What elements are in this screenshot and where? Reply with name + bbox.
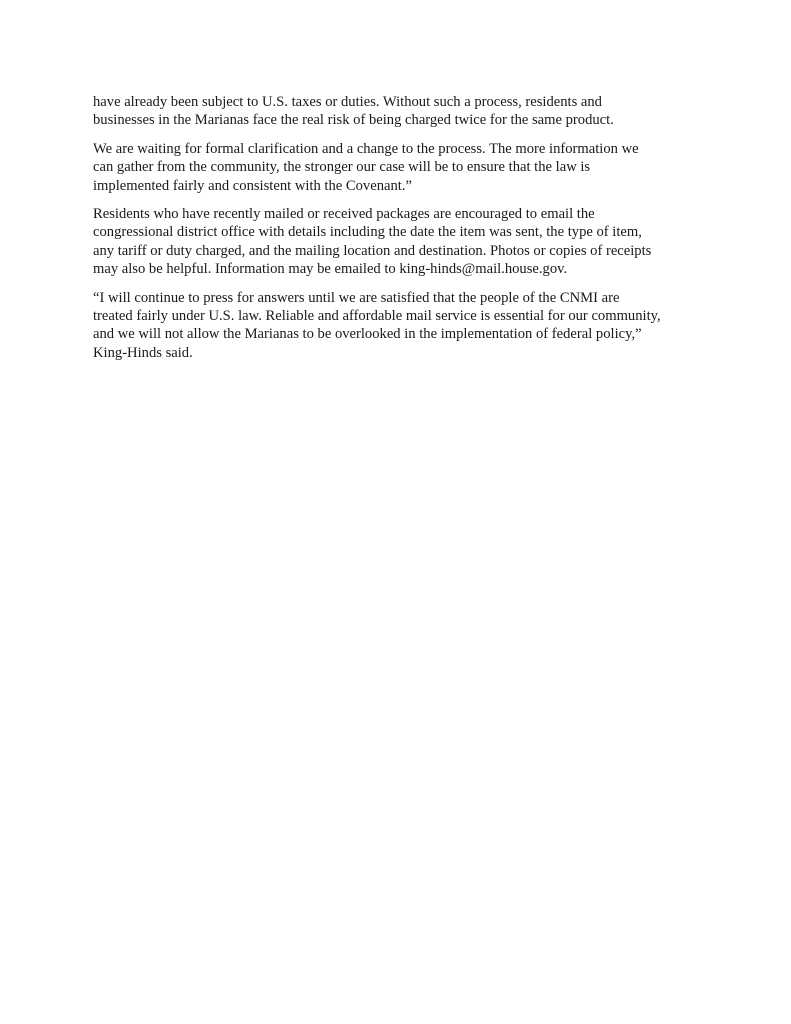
document-body <box>93 93 703 372</box>
paragraph-taxes-duties <box>93 93 703 130</box>
text-line: Residents who have recently mailed or received packages are encouraged to email the <box>93 206 595 223</box>
text-line: implemented fairly and consistent with the Covenant.” <box>93 177 412 194</box>
text-line: may also be helpful. Information may be emailed to king-hinds@mail.house.gov. <box>93 261 568 278</box>
text-line: businesses in the Marianas face the real risk of being charged twice for the same product. <box>93 112 614 129</box>
text-line: and we will not allow the Marianas to be overlooked in the implementation of federal policy,” <box>93 326 642 343</box>
text-line: King-Hinds said. <box>93 344 193 361</box>
text-line: any tariff or duty charged, and the mailing location and destination. Photos or copies of receipts <box>93 242 652 259</box>
paragraph-clarification <box>93 140 703 195</box>
paragraph-quote <box>93 289 703 363</box>
text-line: have already been subject to U.S. taxes or duties. Without such a process, residents and <box>93 94 602 110</box>
text-line: “I will continue to press for answers until we are satisfied that the people of the CNMI are <box>93 289 620 306</box>
text-line: We are waiting for formal clarification and a change to the process. The more information we <box>93 140 639 157</box>
paragraph-residents-email <box>93 205 703 279</box>
text-line: can gather from the community, the stronger our case will be to ensure that the law is <box>93 159 591 176</box>
text-line: congressional district office with details including the date the item was sent, the type of item, <box>93 224 642 241</box>
text-line: treated fairly under U.S. law. Reliable and affordable mail service is essential for our community, <box>93 308 661 325</box>
